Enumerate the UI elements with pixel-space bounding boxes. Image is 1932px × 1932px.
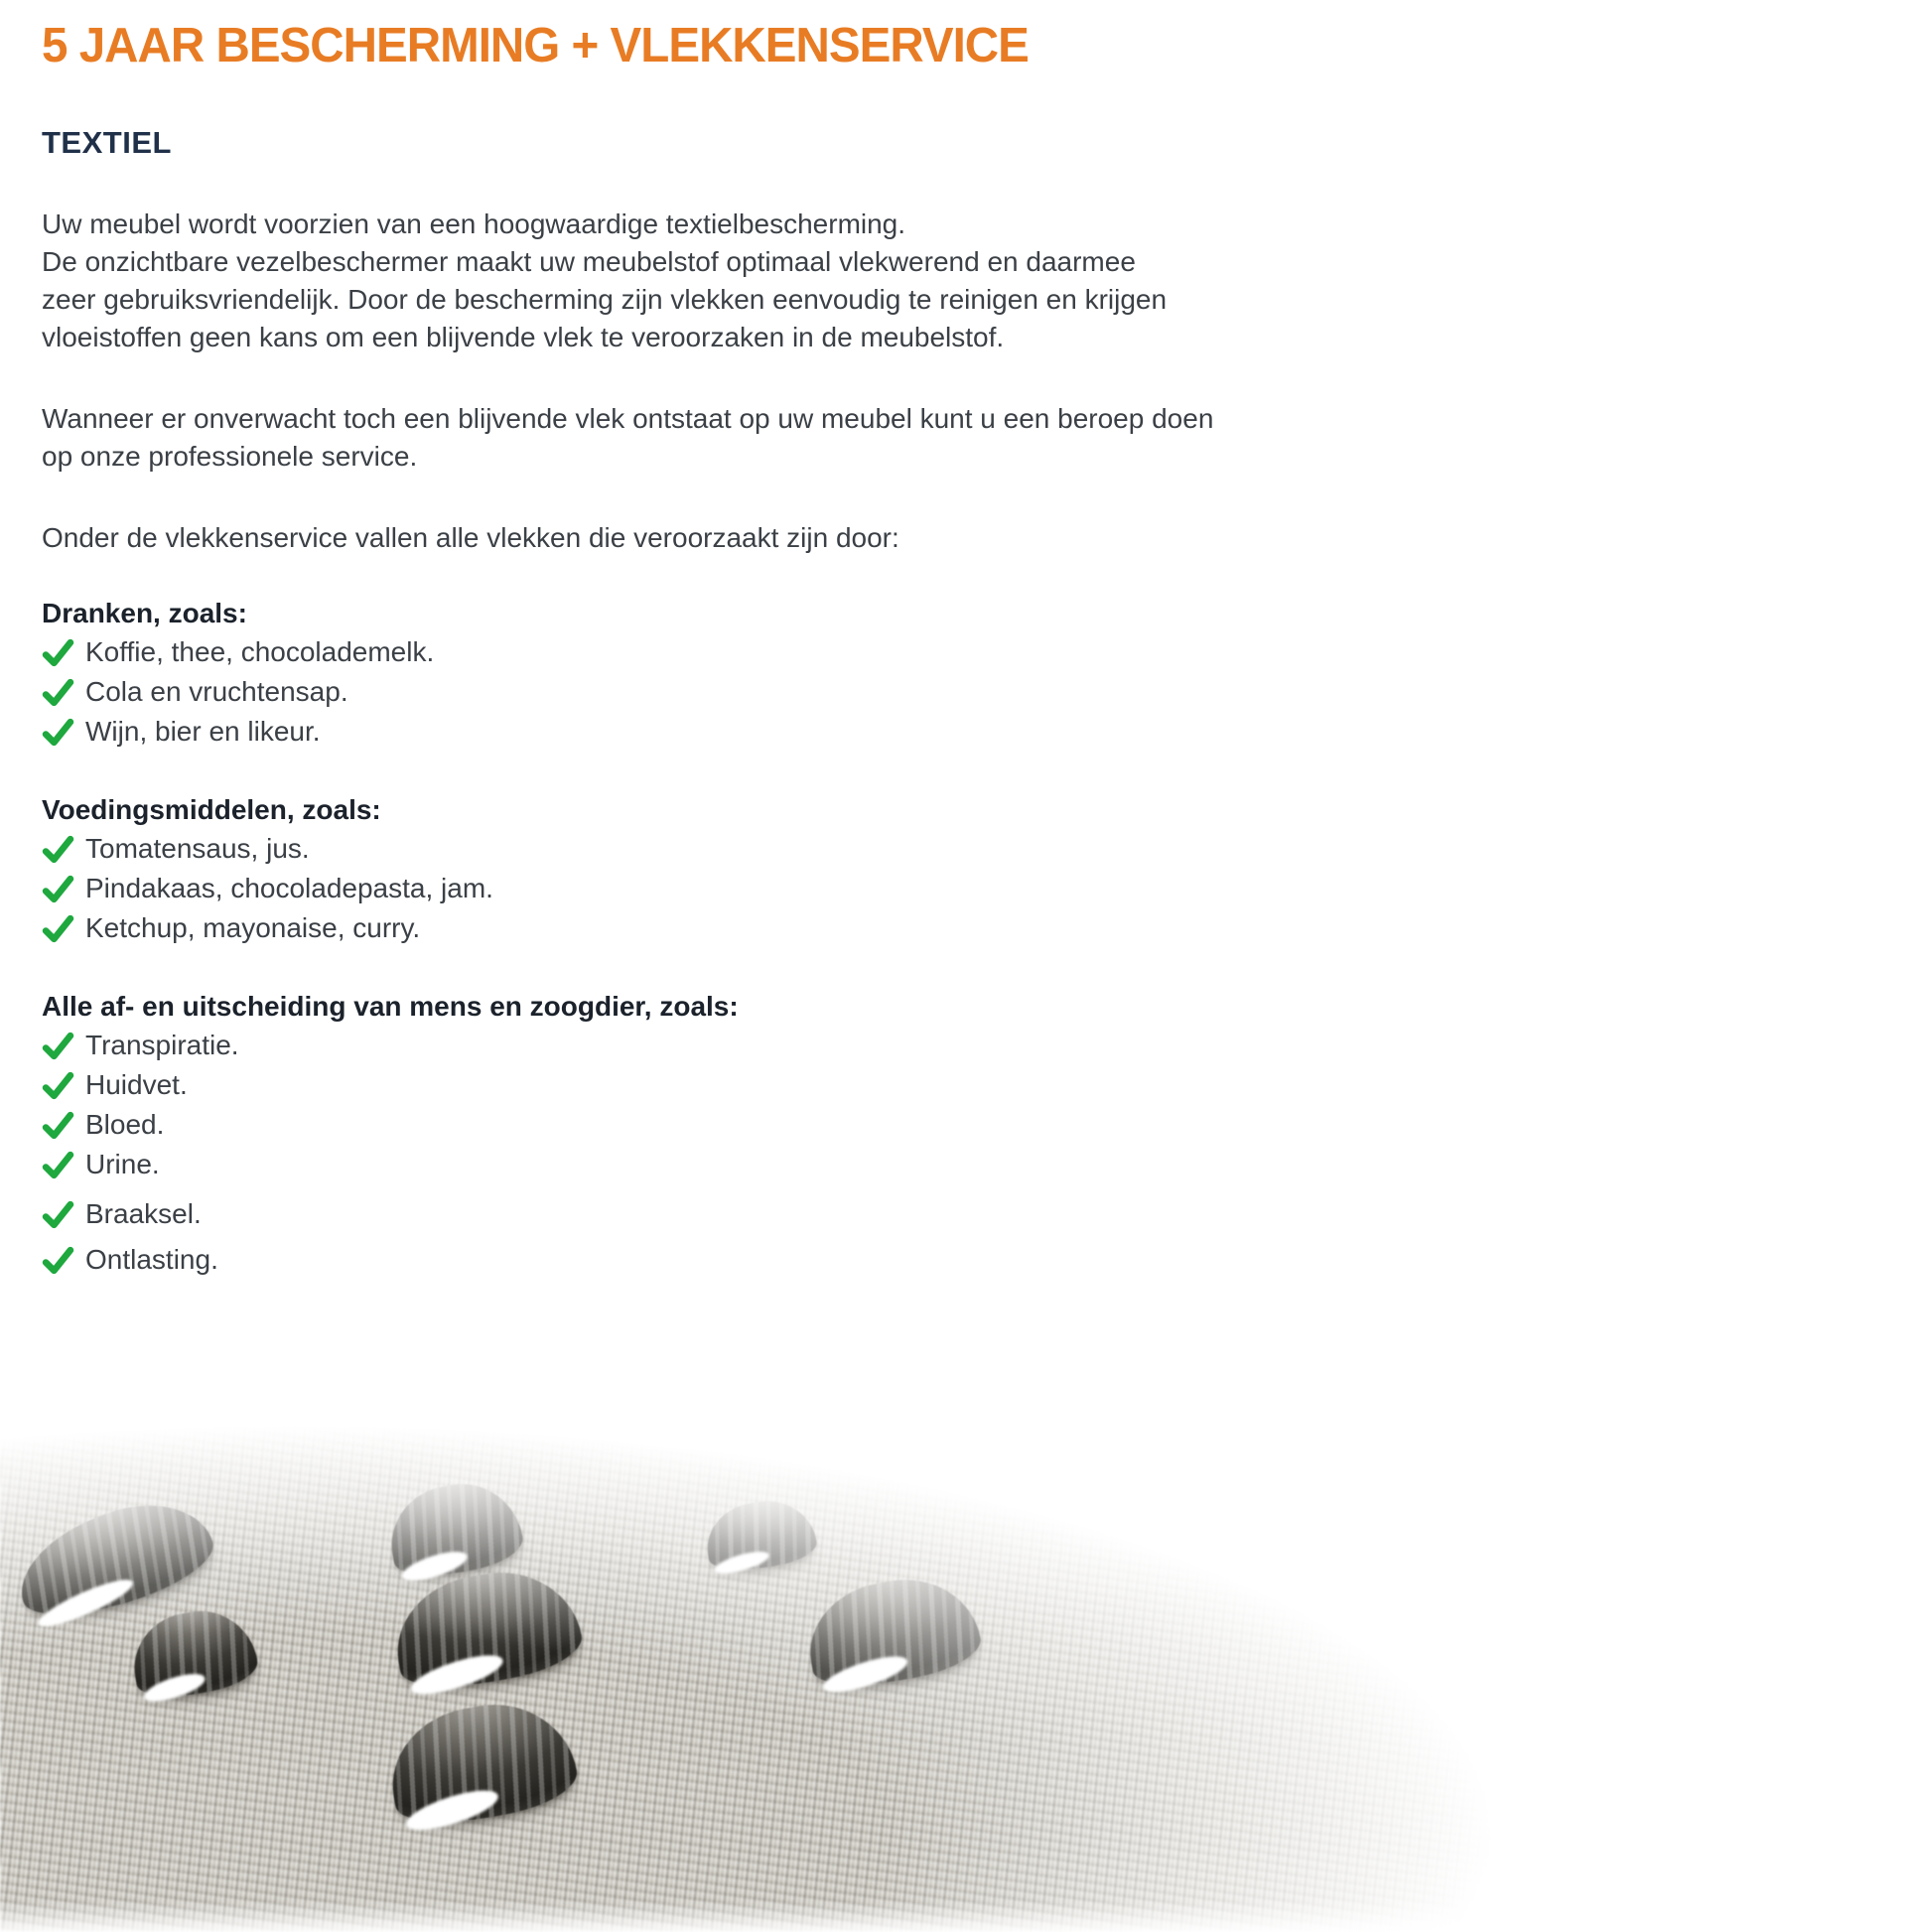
list-item-label: Huidvet. (85, 1069, 188, 1100)
list-item (42, 1065, 739, 1105)
text-line: De onzichtbare vezelbeschermer maakt uw meubelstof optimaal vlekwerend en daarmee (42, 246, 1136, 277)
list-item (42, 1240, 739, 1280)
checkmark-icon (42, 1069, 74, 1102)
checkmark-icon (42, 1030, 74, 1062)
list-item-label: Tomatensaus, jus. (85, 833, 310, 864)
checkmark-icon (42, 912, 74, 945)
section-heading-textiel: TEXTIEL (42, 125, 172, 160)
list-heading: Dranken, zoals: (42, 598, 247, 628)
white-fade-overlay (0, 1376, 1549, 1932)
food-checklist (42, 791, 493, 948)
checkmark-icon (42, 716, 74, 749)
checkmark-icon (42, 833, 74, 866)
text-line: Uw meubel wordt voorzien van een hoogwaardige textielbescherming. (42, 208, 906, 239)
list-heading: Alle af- en uitscheiding van mens en zoogdier, zoals: (42, 991, 739, 1022)
list-item (42, 908, 493, 948)
list-item (42, 869, 493, 908)
drinks-checklist (42, 595, 434, 752)
cause-paragraph (42, 519, 899, 557)
list-item-label: Koffie, thee, chocolademelk. (85, 636, 435, 667)
list-item (42, 829, 493, 869)
fabric-droplets-photo (0, 1376, 1549, 1932)
list-item-label: Urine. (85, 1149, 160, 1179)
excretion-checklist (42, 988, 739, 1280)
list-item-label: Bloed. (85, 1109, 165, 1140)
service-paragraph (42, 400, 1213, 476)
list-item-label: Wijn, bier en likeur. (85, 716, 321, 747)
checkmark-icon (42, 1244, 74, 1277)
checkmark-icon (42, 1149, 74, 1181)
list-item-label: Cola en vruchtensap. (85, 676, 348, 707)
checkmark-icon (42, 1198, 74, 1231)
list-item (42, 1194, 739, 1234)
list-item (42, 1026, 739, 1065)
list-item (42, 632, 434, 672)
list-item (42, 712, 434, 752)
list-item (42, 1145, 739, 1184)
text-line: zeer gebruiksvriendelijk. Door de bescherming zijn vlekken eenvoudig te reinigen en krijgen (42, 284, 1168, 315)
list-item (42, 672, 434, 712)
list-item-label: Ketchup, mayonaise, curry. (85, 912, 421, 943)
checkmark-icon (42, 676, 74, 709)
text-line: op onze professionele service. (42, 441, 418, 472)
list-heading: Voedingsmiddelen, zoals: (42, 794, 381, 825)
intro-paragraph (42, 206, 1167, 356)
checkmark-icon (42, 873, 74, 905)
text-line: vloeistoffen geen kans om een blijvende vlek te veroorzaken in de meubelstof. (42, 322, 1005, 352)
list-item-label: Ontlasting. (85, 1244, 218, 1275)
text-line: Wanneer er onverwacht toch een blijvende vlek ontstaat op uw meubel kunt u een beroep doen (42, 403, 1214, 434)
checkmark-icon (42, 636, 74, 669)
page-title: 5 JAAR BESCHERMING + VLEKKENSERVICE (42, 19, 1029, 72)
checkmark-icon (42, 1109, 74, 1142)
list-item-label: Pindakaas, chocoladepasta, jam. (85, 873, 493, 903)
list-item-label: Transpiratie. (85, 1030, 239, 1060)
text-line: Onder de vlekkenservice vallen alle vlekken die veroorzaakt zijn door: (42, 522, 899, 553)
list-item-label: Braaksel. (85, 1198, 202, 1229)
list-item (42, 1105, 739, 1145)
